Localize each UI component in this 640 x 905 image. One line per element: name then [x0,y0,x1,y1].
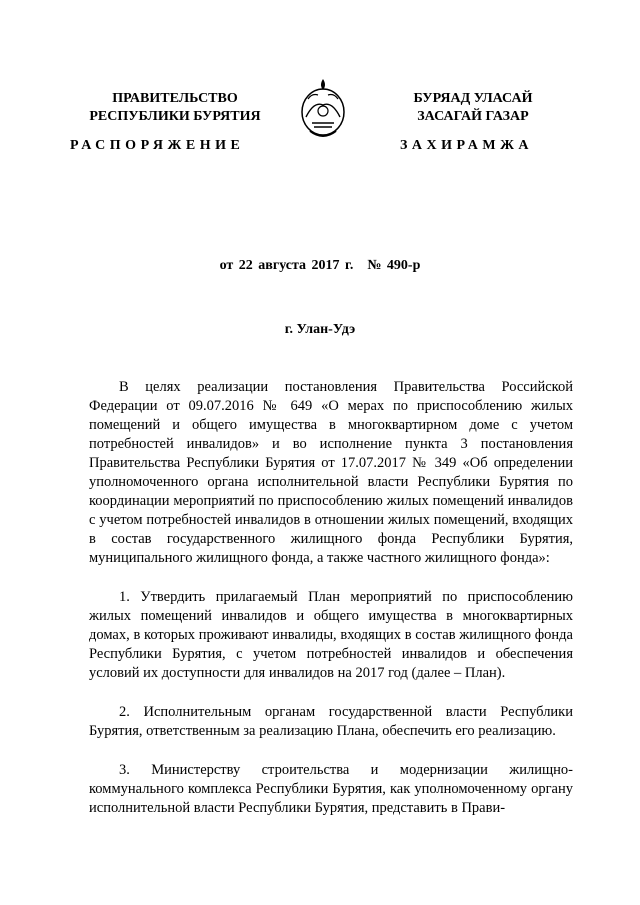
paragraph-3: 3. Министерству строительства и модернизации жилищно-коммунального комплекса Республики Бурятия, как уполномоченному органу исполнительной власти Республики Бурятия, представить в Прави- [89,762,573,816]
paragraph-1: 1. Утвердить прилагаемый План мероприятий по приспособлению жилых помещений инвалидов и общего имущества в многоквартирных домах, в которых проживают инвалиды, входящих в состав жилищного фонда Республики Бурятия, с учетом потребностей инвалидов и обеспечения условий их доступности для инвалидов на 2017 год (далее – План). [89,589,573,681]
right-org-line1: БУРЯАД УЛАСАЙ [413,91,533,106]
right-header [378,90,568,126]
left-org-line2: РЕСПУБЛИКИ БУРЯТИЯ [89,109,261,124]
coat-of-arms-icon [298,75,348,147]
paragraph-2: 2. Исполнительным органам государственной власти Республики Бурятия, ответственным за реализацию Плана, обеспечить его реализацию. [89,704,573,739]
left-doc-type: РАСПОРЯЖЕНИЕ [70,138,245,153]
city: г. Улан-Удэ [284,322,356,337]
document-date: от 22 августа 2017 г. [219,258,354,273]
document-body [89,378,573,838]
right-org-line2: ЗАСАГАЙ ГАЗАР [417,109,529,124]
right-doc-type: ЗАХИРАМЖА [400,138,534,153]
left-header [80,90,270,126]
paragraph-preamble: В целях реализации постановления Правительства Российской Федерации от 09.07.2016 № 649 «О мерах по приспособлению жилых помещений и общего имущества в многоквартирном доме с учетом потребностей инвалидов» и во исполнение пункта 3 постановления Правительства Республики Бурятия от 17.07.2017 № 349 «Об определении уполномоченного органа исполнительной власти Республики Бурятия по координации мероприятий по приспособлению жилых помещений инвалидов с учетом потребностей инвалидов в отношении жилых помещений, входящих в состав государственного жилищного фонда Республики Бурятия, муниципального жилищного фонда, а также частного жилищного фонда»: [89,379,573,566]
document-number: № 490-р [367,258,421,273]
left-org-line1: ПРАВИТЕЛЬСТВО [112,91,238,106]
date-number-line [0,258,640,274]
